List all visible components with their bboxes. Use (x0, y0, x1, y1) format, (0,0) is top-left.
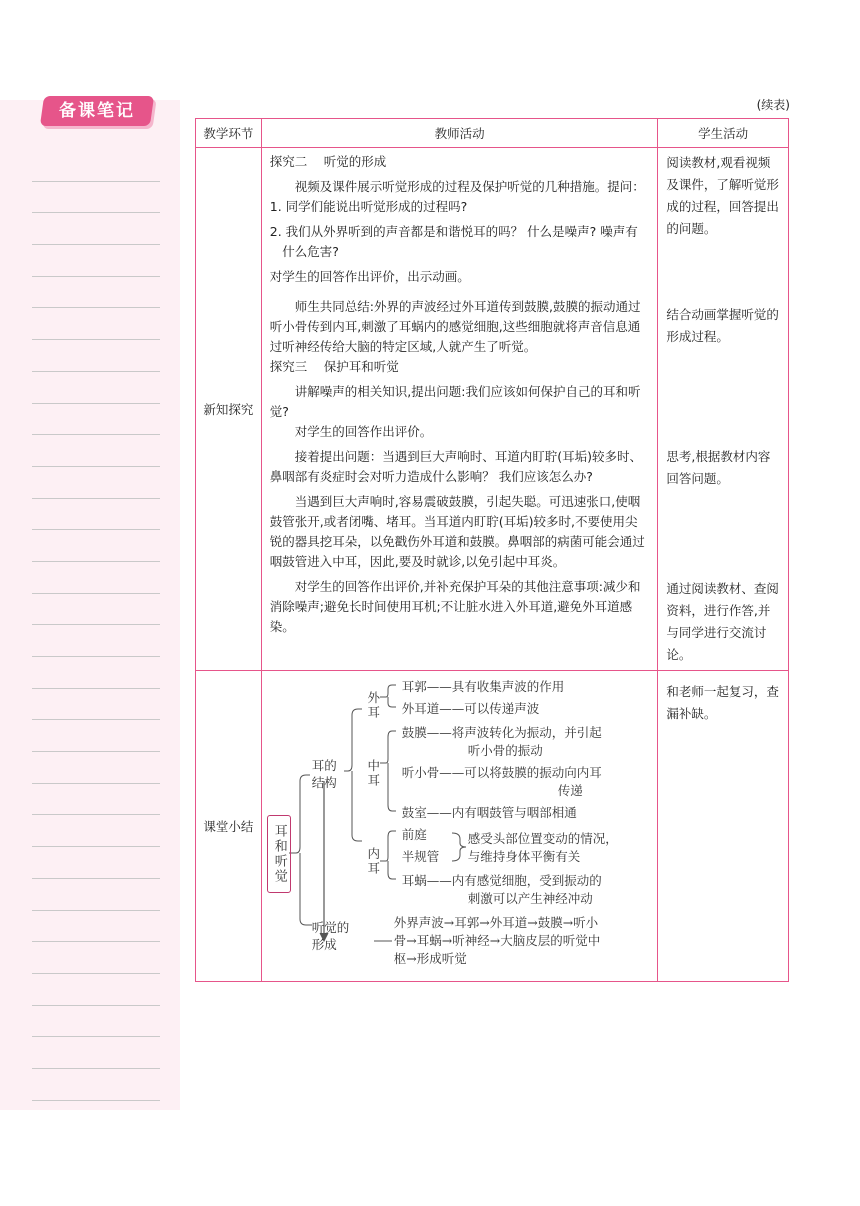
question-item: 2. 我们从外界听到的声音都是和谐悦耳的吗？ 什么是噪声? 噪声有什么危害? (269, 224, 638, 259)
diagram-item: 前庭 (401, 827, 427, 842)
table-header-row (196, 119, 789, 148)
teacher-text: 对学生的回答作出评价,并补充保护耳朵的其他注意事项:减少和消除噪声;避免长时间使用耳机;不让脏水进入外耳道,避免外耳道感染。 (269, 579, 641, 634)
teacher-text: 讲解噪声的相关知识,提出问题:我们应该如何保护自己的耳和听觉? (269, 384, 641, 419)
student-text: 通过阅读教材、查阅资料，进行作答,并与同学进行交流讨论。 (666, 581, 779, 662)
teacher-text: 对学生的回答作出评价。 (294, 424, 433, 439)
hearing-path: 骨→耳蜗→听神经→大脑皮层的听觉中 (393, 933, 601, 948)
middle-ear-label: 中耳 (365, 759, 381, 788)
summary-diagram-cell (261, 671, 658, 982)
outer-ear-label: 外耳 (365, 691, 381, 720)
inquiry-heading: 探究三 保护耳和听觉 (269, 359, 399, 374)
teacher-text: 当遇到巨大声响时,容易震破鼓膜，引起失聪。可迅速张口,使咽鼓管张开,或者闭嘴、堵耳。当耳道内盯聍(耳垢)较多时,不要使用尖锐的器具挖耳朵，以免戳伤外耳道和鼓膜。鼻咽部的病菌可能会通过咽鼓管进入中耳，因此,要及时就诊,以免引起中耳炎。 (269, 494, 645, 569)
stage-cell: 新知探究 (196, 148, 262, 671)
table-row (196, 148, 789, 671)
diagram-item: 耳郭——具有收集声波的作用 (401, 679, 565, 694)
inner-ear-label: 内耳 (365, 847, 381, 876)
header-stage: 教学环节 (196, 119, 262, 148)
teacher-text: 师生共同总结:外界的声波经过外耳道传到鼓膜,鼓膜的振动通过听小骨传到内耳,刺激了耳蜗内的感觉细胞,这些细胞就将声音信息通过听神经传给大脑的特定区域,人就产生了听觉。 (269, 299, 641, 354)
ear-and-hearing-label: 耳和听觉 (267, 815, 291, 893)
stage-cell: 课堂小结 (196, 671, 262, 982)
student-activity-cell (658, 148, 789, 671)
header-teacher: 教师活动 (261, 119, 658, 148)
student-text: 结合动画掌握听觉的形成过程。 (666, 307, 779, 344)
ear-structure-label: 耳的结构 (311, 758, 337, 790)
question-item: 1. 同学们能说出听觉形成的过程吗? (269, 199, 468, 214)
diagram-item: 鼓膜——将声波转化为振动，并引起 (401, 725, 602, 740)
summary-diagram (262, 671, 658, 981)
hearing-formation-label: 听觉的形成 (311, 920, 350, 952)
teacher-activity-cell (261, 148, 658, 671)
diagram-item: 传递 (557, 783, 583, 798)
diagram-item: 刺激可以产生神经冲动 (467, 891, 593, 906)
diagram-item: 耳蜗——内有感觉细胞，受到振动的 (401, 873, 602, 888)
diagram-item: 感受头部位置变动的情况， (467, 831, 618, 846)
diagram-item: 听小骨——可以将鼓膜的振动向内耳 (401, 765, 602, 780)
hearing-path: 外界声波→耳郭→外耳道→鼓膜→听小 (393, 915, 599, 930)
table-row (196, 671, 789, 982)
student-text: 和老师一起复习，查漏补缺。 (666, 684, 779, 721)
continued-label: (续表) (756, 98, 790, 112)
diagram-item: 外耳道——可以传递声波 (401, 701, 540, 716)
note-lines (32, 150, 160, 1101)
teacher-text: 对学生的回答作出评价，出示动画。 (269, 269, 470, 284)
diagram-item: 半规管 (401, 849, 440, 864)
diagram-item: 鼓室——内有咽鼓管与咽部相通 (401, 805, 577, 820)
student-text: 思考,根据教材内容回答问题。 (666, 449, 771, 486)
notes-badge (40, 96, 154, 126)
inquiry-heading: 探究二 听觉的形成 (269, 154, 387, 169)
teacher-text: 视频及课件展示听觉形成的过程及保护听觉的几种措施。提问： (294, 179, 645, 194)
notes-badge-label: 备课笔记 (59, 101, 135, 121)
lesson-table (195, 118, 789, 982)
teacher-text: 接着提出问题：当遇到巨大声响时、耳道内盯聍(耳垢)较多时、鼻咽部有炎症时会对听力造成什么影响？ 我们应该怎么办? (269, 449, 643, 484)
header-student: 学生活动 (658, 119, 789, 148)
diagram-item: 与维持身体平衡有关 (467, 849, 581, 864)
diagram-item: 听小骨的振动 (467, 743, 543, 758)
hearing-path: 枢→形成听觉 (393, 951, 467, 966)
student-activity-cell (658, 671, 789, 982)
student-text: 阅读教材,观看视频及课件，了解听觉形成的过程，回答提出的问题。 (666, 155, 779, 236)
